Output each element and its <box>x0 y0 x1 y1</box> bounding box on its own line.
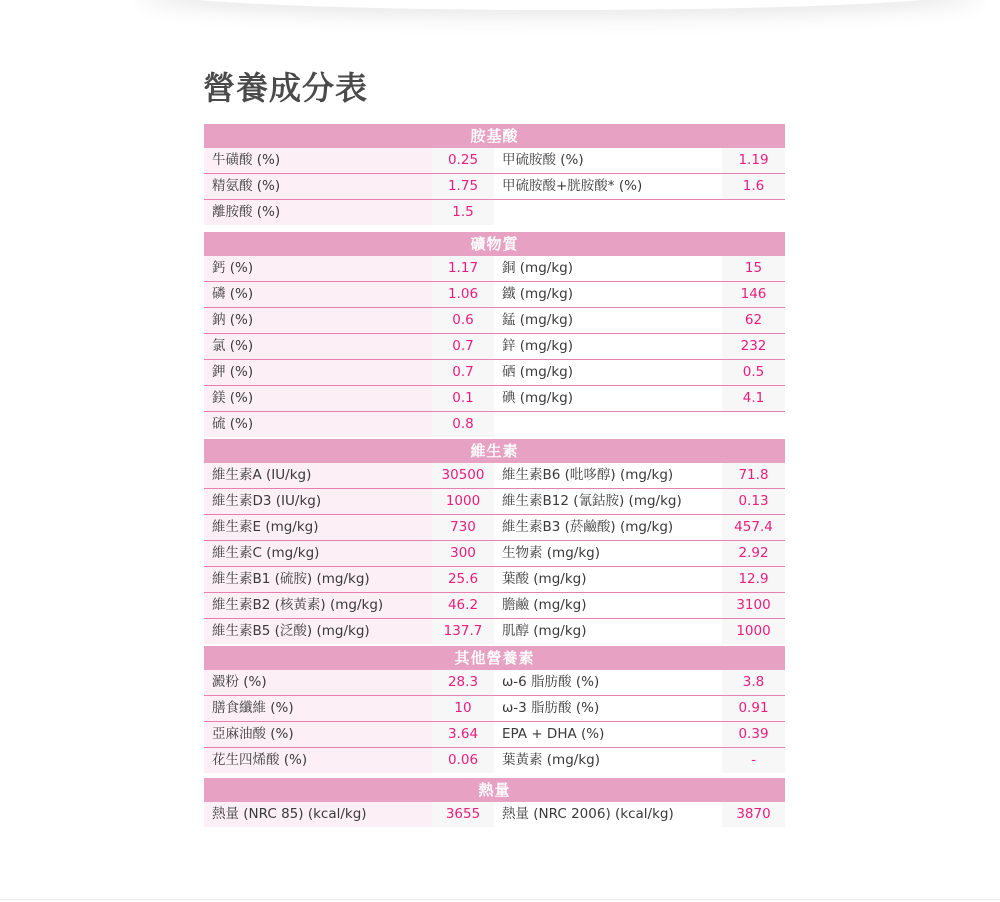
nutrient-value: 300 <box>432 541 494 566</box>
nutrient-value: 1.5 <box>432 200 494 225</box>
nutrient-name: ω-6 脂肪酸 (%) <box>494 670 730 695</box>
nutrient-name: 鋅 (mg/kg) <box>494 334 730 359</box>
nutrient-name: 花生四烯酸 (%) <box>204 748 440 773</box>
nutrient-value: 0.6 <box>432 308 494 333</box>
nutrient-name: 硒 (mg/kg) <box>494 360 730 385</box>
nutrient-row <box>204 722 785 748</box>
nutrient-value: 1000 <box>432 489 494 514</box>
nutrient-row <box>204 593 785 619</box>
nutrient-value: 2.92 <box>722 541 785 566</box>
nutrient-value: 0.8 <box>432 412 494 437</box>
nutrient-row <box>204 200 785 225</box>
nutrient-value: 1.75 <box>432 174 494 199</box>
nutrition-section <box>204 232 785 437</box>
nutrient-value: 3100 <box>722 593 785 618</box>
nutrient-value: 12.9 <box>722 567 785 592</box>
nutrient-name: 葉酸 (mg/kg) <box>494 567 730 592</box>
nutrient-value: 30500 <box>432 463 494 488</box>
nutrient-value: 1.19 <box>722 148 785 173</box>
nutrient-row <box>204 360 785 386</box>
nutrient-value: 3870 <box>722 802 785 827</box>
nutrient-row <box>204 489 785 515</box>
nutrient-value: 232 <box>722 334 785 359</box>
nutrient-value: 15 <box>722 256 785 281</box>
nutrient-value: 3.64 <box>432 722 494 747</box>
nutrient-value <box>722 200 785 225</box>
nutrient-name: 葉黃素 (mg/kg) <box>494 748 730 773</box>
nutrient-value: 0.1 <box>432 386 494 411</box>
nutrient-value: 0.13 <box>722 489 785 514</box>
nutrient-name: 磷 (%) <box>204 282 440 307</box>
nutrient-value: 71.8 <box>722 463 785 488</box>
nutrient-name: 離胺酸 (%) <box>204 200 440 225</box>
nutrient-name: 硫 (%) <box>204 412 440 437</box>
nutrient-value: 0.5 <box>722 360 785 385</box>
nutrient-name: 銅 (mg/kg) <box>494 256 730 281</box>
nutrient-name: 維生素B3 (菸鹼酸) (mg/kg) <box>494 515 730 540</box>
nutrient-name: 碘 (mg/kg) <box>494 386 730 411</box>
nutrient-value: 28.3 <box>432 670 494 695</box>
nutrition-section <box>204 439 785 644</box>
nutrition-section <box>204 778 785 827</box>
nutrient-value: 0.39 <box>722 722 785 747</box>
nutrient-name: 鉀 (%) <box>204 360 440 385</box>
nutrient-value: - <box>722 748 785 773</box>
top-shadow <box>140 0 980 10</box>
nutrient-name: ω-3 脂肪酸 (%) <box>494 696 730 721</box>
nutrient-value: 1.6 <box>722 174 785 199</box>
nutrient-value: 25.6 <box>432 567 494 592</box>
nutrient-row <box>204 541 785 567</box>
nutrient-name: 澱粉 (%) <box>204 670 440 695</box>
section-header: 胺基酸 <box>204 124 785 148</box>
nutrient-row <box>204 386 785 412</box>
section-header: 熱量 <box>204 778 785 802</box>
nutrient-value: 730 <box>432 515 494 540</box>
nutrient-value <box>722 412 785 437</box>
nutrient-row <box>204 463 785 489</box>
nutrient-name: 維生素A (IU/kg) <box>204 463 440 488</box>
section-header: 維生素 <box>204 439 785 463</box>
page-title: 營養成分表 <box>203 69 369 107</box>
nutrient-value: 0.7 <box>432 360 494 385</box>
nutrient-name <box>494 412 730 437</box>
nutrient-name: 維生素B12 (氰鈷胺) (mg/kg) <box>494 489 730 514</box>
nutrient-value: 0.25 <box>432 148 494 173</box>
nutrient-value: 46.2 <box>432 593 494 618</box>
nutrient-row <box>204 515 785 541</box>
nutrient-name: 甲硫胺酸+胱胺酸* (%) <box>494 174 730 199</box>
nutrient-value: 4.1 <box>722 386 785 411</box>
nutrient-name: 精氨酸 (%) <box>204 174 440 199</box>
nutrient-name: 膽鹼 (mg/kg) <box>494 593 730 618</box>
nutrient-name: 肌醇 (mg/kg) <box>494 619 730 644</box>
nutrient-name: 鐵 (mg/kg) <box>494 282 730 307</box>
nutrient-value: 3.8 <box>722 670 785 695</box>
nutrient-value: 10 <box>432 696 494 721</box>
nutrient-row <box>204 567 785 593</box>
nutrient-row <box>204 174 785 200</box>
nutrient-value: 1000 <box>722 619 785 644</box>
nutrient-name: 亞麻油酸 (%) <box>204 722 440 747</box>
nutrient-row <box>204 670 785 696</box>
bottom-divider <box>0 899 1000 900</box>
nutrient-row <box>204 308 785 334</box>
nutrient-row <box>204 148 785 174</box>
nutrient-value: 457.4 <box>722 515 785 540</box>
nutrient-name: 維生素D3 (IU/kg) <box>204 489 440 514</box>
nutrient-name: 維生素B6 (吡哆醇) (mg/kg) <box>494 463 730 488</box>
nutrient-value: 1.06 <box>432 282 494 307</box>
nutrient-name: 維生素B1 (硫胺) (mg/kg) <box>204 567 440 592</box>
nutrient-row <box>204 256 785 282</box>
nutrient-name: 維生素B5 (泛酸) (mg/kg) <box>204 619 440 644</box>
nutrient-name: 維生素C (mg/kg) <box>204 541 440 566</box>
nutrient-value: 62 <box>722 308 785 333</box>
nutrient-row <box>204 334 785 360</box>
nutrient-row <box>204 619 785 644</box>
nutrient-name: 鎂 (%) <box>204 386 440 411</box>
nutrient-value: 0.06 <box>432 748 494 773</box>
nutrition-section <box>204 124 785 225</box>
nutrient-value: 3655 <box>432 802 494 827</box>
nutrient-value: 137.7 <box>432 619 494 644</box>
nutrient-value: 146 <box>722 282 785 307</box>
nutrient-row <box>204 412 785 437</box>
nutrient-value: 0.91 <box>722 696 785 721</box>
nutrient-row <box>204 748 785 773</box>
nutrient-row <box>204 802 785 827</box>
nutrient-name: 鈣 (%) <box>204 256 440 281</box>
section-header: 其他營養素 <box>204 646 785 670</box>
nutrient-value: 1.17 <box>432 256 494 281</box>
nutrient-name: 熱量 (NRC 2006) (kcal/kg) <box>494 802 730 827</box>
nutrient-name: 維生素E (mg/kg) <box>204 515 440 540</box>
nutrient-name: 甲硫胺酸 (%) <box>494 148 730 173</box>
nutrient-value: 0.7 <box>432 334 494 359</box>
nutrient-name: 熱量 (NRC 85) (kcal/kg) <box>204 802 440 827</box>
nutrient-row <box>204 696 785 722</box>
nutrient-name: 氯 (%) <box>204 334 440 359</box>
nutrient-name <box>494 200 730 225</box>
section-header: 礦物質 <box>204 232 785 256</box>
nutrient-name: 膳食纖維 (%) <box>204 696 440 721</box>
nutrient-name: 維生素B2 (核黃素) (mg/kg) <box>204 593 440 618</box>
nutrient-row <box>204 282 785 308</box>
nutrient-name: 生物素 (mg/kg) <box>494 541 730 566</box>
nutrient-name: EPA + DHA (%) <box>494 722 730 747</box>
nutrient-name: 錳 (mg/kg) <box>494 308 730 333</box>
nutrient-name: 牛磺酸 (%) <box>204 148 440 173</box>
nutrient-name: 鈉 (%) <box>204 308 440 333</box>
nutrition-section <box>204 646 785 773</box>
